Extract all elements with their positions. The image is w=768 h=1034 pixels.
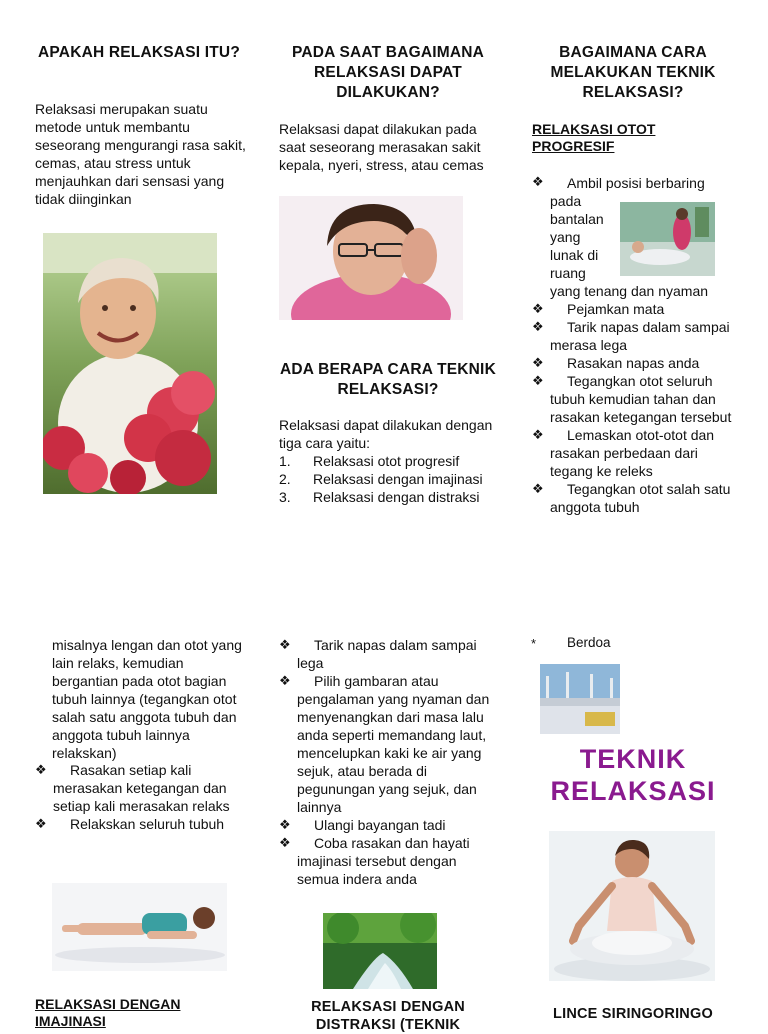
star-bullet-icon: * [531, 636, 537, 651]
pray-item: Berdoa [567, 635, 611, 650]
list-item: ❖ Rasakan setiap kali merasakan ketegangan dan setiap kali merasakan relaks [35, 762, 230, 814]
imagination-bullets [279, 636, 497, 888]
heading-imagination: RELAKSASI DENGAN IMAJINASI [35, 996, 181, 1029]
progressive-bullets [532, 300, 737, 516]
meditation-photo [549, 831, 715, 981]
technique-list [279, 452, 494, 506]
list-item: ❖ Tarik napas dalam sampai merasa lega [532, 319, 730, 353]
list-item: ❖ Pilih gambaran atau pengalaman yang nyaman dan menyenangkan dari masa lalu anda seperti memandang laut, mencelupkan kaki ke air yang sejuk, atau berada di pegunungan yang sejuk, dan lainnya [279, 673, 490, 815]
section-heading-when: PADA SAAT BAGAIMANA RELAKSASI DAPAT DILAKUKAN? [291, 44, 485, 101]
lying-exercise-photo [52, 883, 227, 971]
list-item: 3. Relaksasi dengan distraksi [279, 489, 480, 505]
when-text: Relaksasi dapat dilakukan pada saat seseorang merasakan sakit kepala, nyeri, stress, atau cemas [279, 121, 484, 173]
definition-text: Relaksasi merupakan suatu metode untuk membantu seseorang mengurangi rasa sakit, cemas, atau stress untuk menjauhkan dari sensasi yang tidak diinginkan [35, 101, 246, 207]
elderly-woman-photo [43, 233, 217, 494]
muscle-bullets-continued [35, 761, 247, 833]
author-name: LINCE SIRINGORINGO [553, 1006, 713, 1022]
list-item: ❖ Relakskan seluruh tubuh [35, 816, 225, 832]
forest-stream-photo [323, 913, 437, 989]
list-item: 2. Relaksasi dengan imajinasi [279, 471, 483, 487]
section-heading-what-is: APAKAH RELAKSASI ITU? [38, 44, 240, 61]
list-item: ❖ Pejamkan mata [532, 301, 665, 317]
list-item: ❖ Coba rasakan dan hayati imajinasi tersebut dengan semua indera anda [279, 835, 470, 887]
list-item: ❖ Tegangkan otot seluruh tubuh kemudian tahan dan rasakan ketegangan tersebut [532, 373, 732, 425]
list-item: ❖ Tarik napas dalam sampai lega [279, 637, 477, 671]
list-item: ❖ Rasakan napas anda [532, 355, 700, 371]
headache-woman-photo [279, 196, 463, 320]
continued-text: misalnya lengan dan otot yang lain relaks, kemudian bergantian pada otot bagian tubuh lainnya (tegangkan otot salah satu anggota tubuh dan anggota tubuh lainnya relakskan) [52, 637, 242, 761]
list-item: ❖ Lemaskan otot-otot dan rasakan perbedaan dari tegang ke releks [532, 427, 715, 479]
section-heading-how-many: ADA BERAPA CARA TEKNIK RELAKSASI? [280, 361, 496, 398]
cover-title-line2: RELAKSASI [550, 776, 716, 806]
subheading-progressive-muscle: RELAKSASI OTOT PROGRESIF [532, 121, 656, 154]
heading-distraction: RELAKSASI DENGAN DISTRAKSI (TEKNIK [311, 999, 465, 1033]
how-many-intro: Relaksasi dapat dilakukan dengan tiga cara yaitu: [279, 417, 493, 451]
mosque-photo [540, 664, 620, 734]
list-item: 1. Relaksasi otot progresif [279, 453, 460, 469]
list-item: ❖ Ulangi bayangan tadi [279, 817, 446, 833]
cover-title-line1: TEKNIK [579, 744, 687, 774]
section-heading-how-to: BAGAIMANA CARA MELAKUKAN TEKNIK RELAKSASI? [550, 44, 716, 101]
diamond-bullet-icon: ❖ [532, 174, 544, 189]
list-item: ❖ Tegangkan otot salah satu anggota tubuh [532, 481, 731, 515]
